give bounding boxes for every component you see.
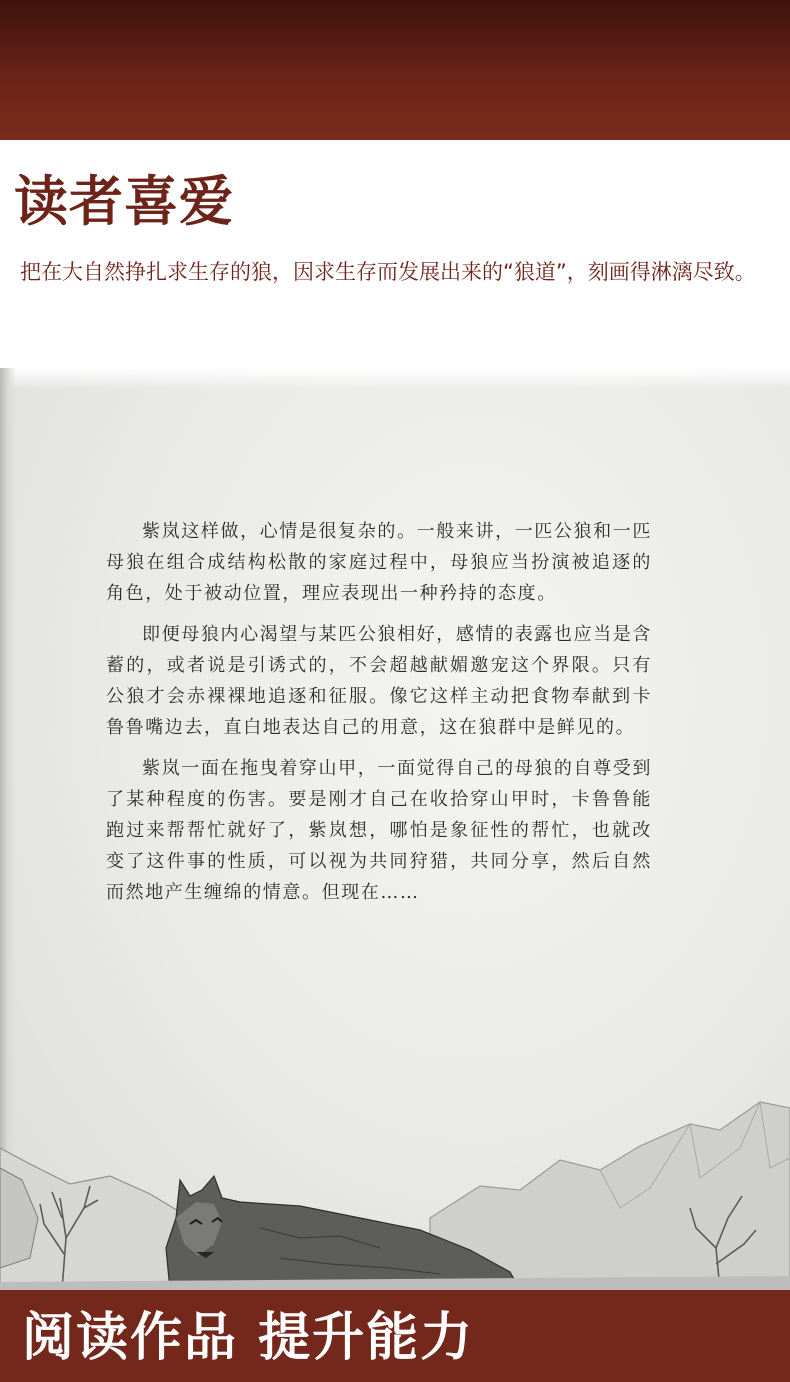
page-top-fade [0, 368, 790, 390]
wolf-mountain-illustration [0, 1068, 790, 1290]
book-paragraph-3: 紫岚一面在拖曳着穿山甲，一面觉得自己的母狼的自尊受到了某种程度的伤害。要是刚才自己在收拾穿山甲时，卡鲁鲁能跑过来帮帮忙就好了，紫岚想，哪怕是象征性的帮忙，也就改变了这件事的性质，可以视为共同狩猎，共同分享，然后自然而然地产生缠绵的情意。但现在…… [106, 758, 652, 903]
section-description: 把在大自然挣扎求生存的狼，因求生存而发展出来的“狼道”，刻画得淋漓尽致。 [20, 260, 756, 284]
book-page [0, 368, 790, 1290]
top-banner [0, 0, 790, 140]
bottom-banner-title: 阅读作品 提升能力 [22, 1308, 475, 1368]
book-paragraph-1: 紫岚这样做，心情是很复杂的。一般来讲，一匹公狼和一匹母狼在组合成结构松散的家庭过程中，母狼应当扮演被追逐的角色，处于被动位置，理应表现出一种矜持的态度。 [106, 521, 652, 604]
book-text [106, 516, 652, 918]
bottom-banner [0, 1290, 790, 1382]
book-paragraph-2: 即便母狼内心渴望与某匹公狼相好，感情的表露也应当是含蓄的，或者说是引诱式的，不会超越献媚邀宠这个界限。只有公狼才会赤裸裸地追逐和征服。像它这样主动把食物奉献到卡鲁鲁嘴边去，直白地表达自己的用意，这在狼群中是鲜见的。 [106, 624, 652, 738]
section-heading: 读者喜爱 [14, 170, 234, 233]
